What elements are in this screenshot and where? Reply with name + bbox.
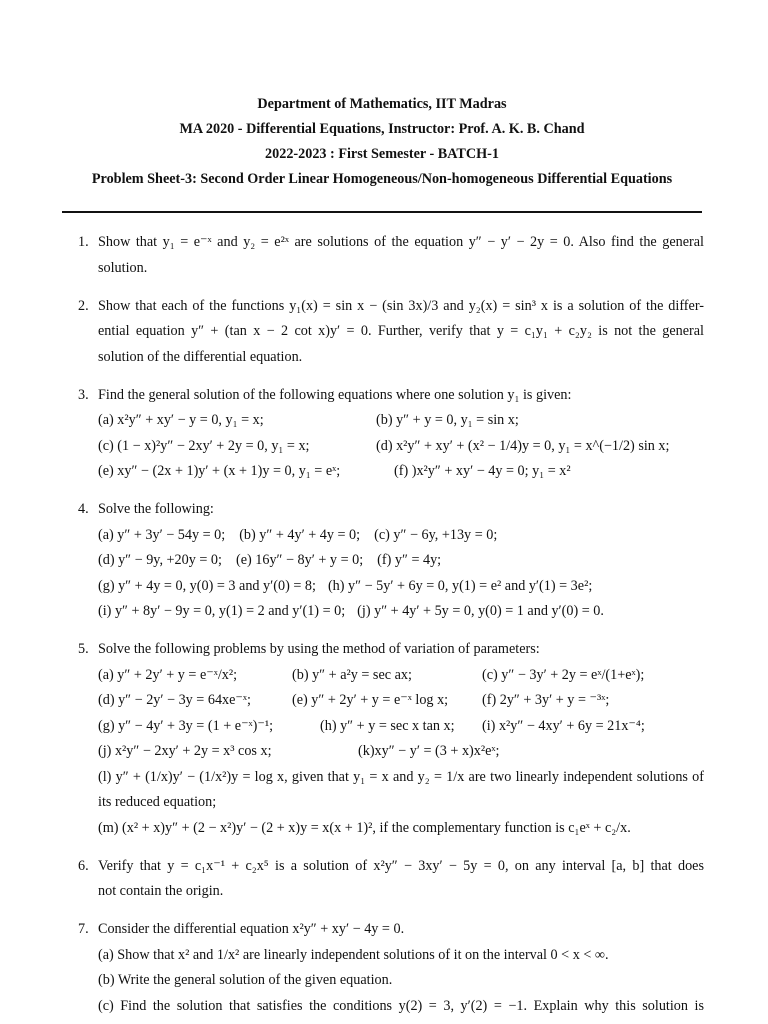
sub-problem: (e) y″ + 2y′ + y = e⁻ˣ log x; bbox=[292, 692, 449, 708]
sub-problem-row bbox=[98, 688, 704, 714]
sub-problem-row bbox=[98, 434, 704, 460]
sub-problem: (m) (x² + x)y″ + (2 − x²)y′ − (2 + x)y = x(x + 1)², if the complementary function is c₁eˣ + c₂/x. bbox=[98, 819, 631, 836]
problem-list bbox=[78, 230, 704, 1024]
problem-3 bbox=[78, 383, 704, 485]
sub-problem-row bbox=[98, 663, 704, 689]
problem-1 bbox=[78, 230, 704, 281]
sub-problem: (e) xy″ − (2x + 1)y′ + (x + 1)y = 0, y₁ = eˣ; bbox=[98, 463, 341, 479]
problem-line: solution of the differential equation. bbox=[98, 348, 303, 365]
sub-problem: (g) y″ + 4y = 0, y(0) = 3 and y′(0) = 8; bbox=[98, 577, 316, 594]
problem-intro: Find the general solution of the following equations where one solution y₁ is given: bbox=[98, 386, 572, 403]
sub-problem: (c) (1 − x)²y″ − 2xy′ + 2y = 0, y₁ = x; bbox=[98, 437, 310, 454]
problem-number: 3. bbox=[78, 386, 89, 403]
sub-problem: (a) y″ + 3y′ − 54y = 0; bbox=[98, 526, 226, 543]
problem-number: 2. bbox=[78, 297, 89, 314]
sub-problem: (a) y″ + 2y′ + y = e⁻ˣ/x²; bbox=[98, 666, 238, 683]
sub-problem: (e) 16y″ − 8y′ + y = 0; bbox=[235, 552, 364, 568]
problem-number: 5. bbox=[78, 641, 89, 657]
sub-problem-row bbox=[98, 574, 704, 600]
sub-problem: (k)xy″ − y′ = (3 + x)x²eˣ; bbox=[358, 743, 500, 759]
sheet-header bbox=[60, 94, 704, 194]
problem-line: ential equation y″ + (tan x − 2 cot x)y′ = 0. Further, verify that y = c₁y₁ + c₂y₂ is not the general bbox=[98, 323, 704, 339]
sub-problem: its reduced equation; bbox=[98, 794, 217, 810]
problem-7 bbox=[78, 917, 704, 1019]
sub-problem: (i) x²y″ − 4xy′ + 6y = 21x⁻⁴; bbox=[482, 717, 645, 734]
sub-problem: (d) x²y″ + xy′ + (x² − 1/4)y = 0, y₁ = x^(−1/2) sin x; bbox=[376, 437, 670, 454]
sub-problem: (b) y″ + a²y = sec ax; bbox=[292, 666, 412, 683]
sub-problem-row bbox=[98, 714, 704, 740]
sub-problem: (d) y″ − 2y′ − 3y = 64xe⁻ˣ; bbox=[98, 692, 251, 708]
problem-number: 4. bbox=[78, 501, 89, 517]
sheet-title: Problem Sheet-3: Second Order Linear Homogeneous/Non-homogeneous Differential Equations bbox=[91, 171, 673, 187]
problem-line: solution. bbox=[98, 259, 148, 276]
problem-intro: Solve the following problems by using the method of variation of parameters: bbox=[98, 641, 540, 657]
sub-problem-row bbox=[98, 408, 704, 434]
sub-problem-row bbox=[98, 459, 704, 485]
sub-problem: (b) y″ + 4y′ + 4y = 0; bbox=[239, 526, 361, 543]
sub-problem: (c) y″ − 6y, +13y = 0; bbox=[374, 526, 498, 543]
sub-problem: (g) y″ − 4y′ + 3y = (1 + e⁻ˣ)⁻¹; bbox=[98, 717, 274, 734]
department-line: Department of Mathematics, IIT Madras bbox=[257, 96, 507, 112]
problem-4 bbox=[78, 497, 704, 625]
sub-problem: (f) y″ = 4y; bbox=[377, 552, 442, 568]
problem-line: (b) Write the general solution of the given equation. bbox=[98, 972, 393, 988]
sub-problem: (d) y″ − 9y, +20y = 0; bbox=[98, 552, 222, 568]
problem-number: 6. bbox=[78, 857, 89, 874]
semester-line: 2022-2023 : First Semester - BATCH-1 bbox=[265, 146, 499, 162]
problem-line: (a) Show that x² and 1/x² are linearly independent solutions of it on the interval 0 < x < ∞. bbox=[98, 946, 609, 963]
sub-problem: (c) y″ − 3y′ + 2y = eˣ/(1+eˣ); bbox=[482, 666, 645, 683]
sub-problem: (b) y″ + y = 0, y₁ = sin x; bbox=[376, 412, 519, 428]
sub-problem: (h) y″ + y = sec x tan x; bbox=[320, 717, 455, 734]
problem-5 bbox=[78, 637, 704, 841]
problem-intro: Solve the following: bbox=[98, 501, 214, 517]
sub-problem-row bbox=[98, 599, 704, 625]
problem-2 bbox=[78, 294, 704, 371]
sub-problem: (f) )x²y″ + xy′ − 4y = 0; y₁ = x² bbox=[394, 463, 571, 479]
sub-problem: (l) y″ + (1/x)y′ − (1/x²)y = log x, given that y₁ = x and y₂ = 1/x are two linearly independent solutions of bbox=[98, 768, 704, 785]
problem-number: 7. bbox=[78, 921, 89, 937]
sub-problem: (j) y″ + 4y′ + 5y = 0, y(0) = 1 and y′(0) = 0. bbox=[357, 603, 604, 619]
problem-line: not contain the origin. bbox=[98, 883, 224, 899]
sub-problem: (a) x²y″ + xy′ − y = 0, y₁ = x; bbox=[98, 412, 264, 428]
sub-problem-row bbox=[98, 523, 704, 549]
problem-line: Show that y₁ = e⁻ˣ and y₂ = e²ˣ are solutions of the equation y″ − y′ − 2y = 0. Also find the general bbox=[98, 234, 704, 250]
sub-problem: (j) x²y″ − 2xy′ + 2y = x³ cos x; bbox=[98, 743, 272, 759]
sub-problem-row bbox=[98, 739, 704, 765]
problem-line: Show that each of the functions y₁(x) = sin x − (sin 3x)/3 and y₂(x) = sin³ x is a solution of the differ- bbox=[98, 297, 704, 314]
problem-6 bbox=[78, 854, 704, 905]
course-line: MA 2020 - Differential Equations, Instructor: Prof. A. K. B. Chand bbox=[179, 121, 585, 137]
problem-number: 1. bbox=[78, 234, 89, 250]
sub-problem-row bbox=[98, 548, 704, 574]
sub-problem: (i) y″ + 8y′ − 9y = 0, y(1) = 2 and y′(1) = 0; bbox=[98, 603, 346, 619]
sub-problem: (h) y″ − 5y′ + 6y = 0, y(1) = e² and y′(1) = 3e²; bbox=[327, 577, 593, 594]
problem-line: Verify that y = c₁x⁻¹ + c₂x⁵ is a solution of x²y″ − 3xy′ − 5y = 0, on any interval [a, b] that does bbox=[98, 857, 704, 874]
header-divider bbox=[62, 211, 702, 213]
sub-problem: (f) 2y″ + 3y′ + y = ⁻³ˣ; bbox=[482, 692, 610, 708]
problem-line: Consider the differential equation x²y″ + xy′ − 4y = 0. bbox=[98, 921, 405, 937]
problem-line: (c) Find the solution that satisfies the conditions y(2) = 3, y′(2) = −1. Explain why this solution is bbox=[98, 997, 704, 1014]
